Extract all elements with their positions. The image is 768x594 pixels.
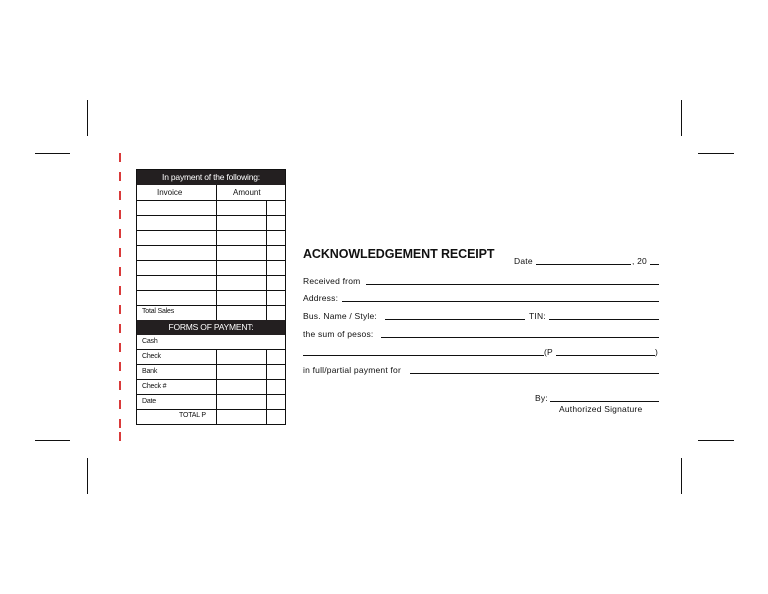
- date-field[interactable]: [536, 264, 631, 265]
- bus-name-field[interactable]: [385, 319, 525, 320]
- crop-mark-top-right: [681, 100, 682, 136]
- received-from-field[interactable]: [366, 284, 659, 285]
- year-prefix: , 20: [632, 256, 647, 266]
- form-check-number-label: Check #: [142, 383, 167, 390]
- payment-for-field[interactable]: [410, 373, 659, 374]
- full-partial-label: in full/partial payment for: [303, 365, 401, 375]
- peso-open-label: (P: [544, 347, 553, 357]
- crop-mark-right-bottom: [698, 440, 734, 441]
- total-sales-label: Total Sales: [142, 308, 175, 315]
- bus-name-label: Bus. Name / Style:: [303, 311, 377, 321]
- crop-mark-bottom-left: [87, 458, 88, 494]
- sum-label: the sum of pesos:: [303, 329, 374, 339]
- payment-table-header: In payment of the following:: [137, 170, 285, 185]
- peso-amount-field[interactable]: [556, 355, 655, 356]
- crop-mark-left-top: [35, 153, 70, 154]
- form-bank-label: Bank: [142, 368, 158, 375]
- crop-mark-bottom-right: [681, 458, 682, 494]
- invoice-column-header: Invoice: [157, 188, 183, 197]
- tin-field[interactable]: [549, 319, 659, 320]
- amount-column-header: Amount: [233, 188, 261, 197]
- sum-words-field[interactable]: [381, 337, 659, 338]
- total-label: TOTAL P: [179, 412, 206, 419]
- peso-close-label: ): [655, 347, 659, 357]
- tin-label: TIN:: [529, 311, 546, 321]
- date-label: Date: [514, 256, 533, 266]
- receipt-title: ACKNOWLEDGEMENT RECEIPT: [303, 247, 495, 261]
- form-check-label: Check: [142, 353, 161, 360]
- address-field[interactable]: [342, 301, 659, 302]
- address-label: Address:: [303, 293, 339, 303]
- crop-mark-top-left: [87, 100, 88, 136]
- crop-mark-left-bottom: [35, 440, 70, 441]
- received-from-label: Received from: [303, 276, 361, 286]
- crop-mark-right-top: [698, 153, 734, 154]
- forms-of-payment-header: FORMS OF PAYMENT:: [137, 320, 285, 335]
- form-cash-label: Cash: [142, 338, 158, 345]
- by-label: By:: [535, 393, 548, 403]
- authorized-signature-label: Authorized Signature: [559, 404, 643, 414]
- payment-table: [136, 169, 286, 425]
- sum-words-field-continued[interactable]: [303, 355, 544, 356]
- year-field[interactable]: [650, 264, 659, 265]
- signature-field[interactable]: [550, 401, 659, 402]
- form-date-label: Date: [142, 398, 156, 405]
